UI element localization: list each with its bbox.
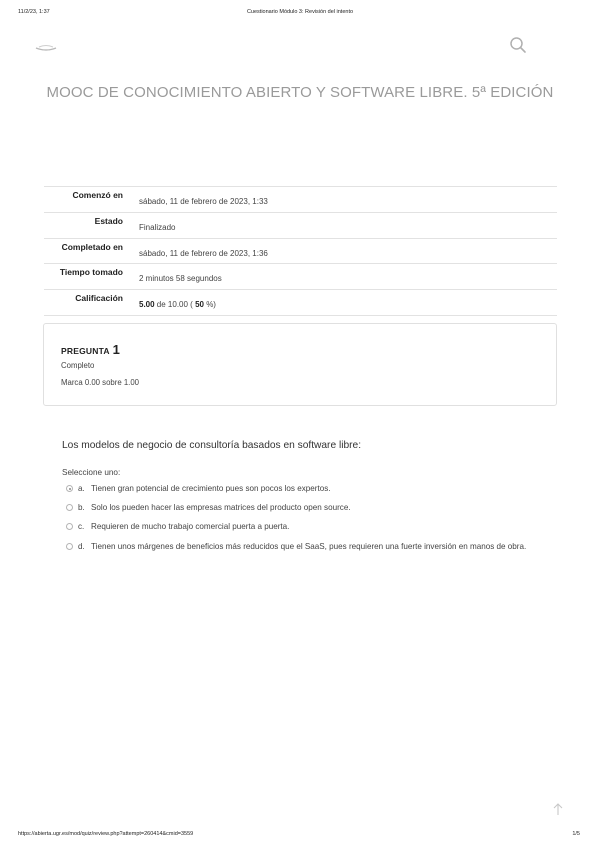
answer-text: Requieren de mucho trabajo comercial puerta a puerta. xyxy=(91,522,290,531)
grade-score: 5.00 xyxy=(139,300,155,310)
course-title: MOOC DE CONOCIMIENTO ABIERTO Y SOFTWARE LIBRE. 5ª EDICIÓN xyxy=(46,84,554,101)
radio-button[interactable] xyxy=(66,543,73,550)
summary-value: sábado, 11 de febrero de 2023, 1:36 xyxy=(139,248,268,258)
answer-letter: d. xyxy=(78,542,85,551)
answer-option-b[interactable] xyxy=(66,501,536,514)
summary-row-completed xyxy=(44,239,557,265)
question-number: 1 xyxy=(112,342,120,357)
question-info-box xyxy=(43,323,557,406)
question-text: Los modelos de negocio de consultoría basados en software libre: xyxy=(62,440,362,451)
answer-text: Tienen gran potencial de crecimiento pues son pocos los expertos. xyxy=(91,484,331,493)
summary-label: Tiempo tomado xyxy=(59,267,123,278)
summary-row-started xyxy=(44,187,557,213)
print-header xyxy=(0,9,600,19)
attempt-summary-table xyxy=(44,186,557,316)
answer-option-c[interactable] xyxy=(66,520,536,533)
summary-row-state xyxy=(44,213,557,239)
summary-row-grade xyxy=(44,290,557,316)
print-page-count: 1/5 xyxy=(572,831,580,837)
search-icon[interactable] xyxy=(509,36,527,54)
answer-text: Tienen unos márgenes de beneficios más reducidos que el SaaS, pues requieren una fuerte inversión en manos de obra. xyxy=(91,542,527,551)
grade-value xyxy=(139,300,216,309)
answer-option-a[interactable] xyxy=(66,482,536,495)
answer-letter: c. xyxy=(78,522,85,531)
summary-label: Estado xyxy=(94,215,123,226)
print-document-title: Cuestionario Módulo 3: Revisión del intento xyxy=(246,9,354,15)
summary-value: Finalizado xyxy=(139,222,176,232)
grade-percent: 50 xyxy=(195,300,204,310)
summary-label: Comenzó en xyxy=(72,190,123,200)
grade-of-text: de 10.00 ( xyxy=(154,300,196,310)
print-date: 11/2/23, 1:37 xyxy=(18,9,50,15)
summary-label: Calificación xyxy=(75,293,123,304)
answer-option-d[interactable] xyxy=(66,540,536,553)
summary-row-time-taken xyxy=(44,264,557,290)
answer-letter: a. xyxy=(78,484,85,493)
summary-label: Completado en xyxy=(61,241,123,252)
answer-prompt: Seleccione uno: xyxy=(62,468,121,477)
radio-button[interactable] xyxy=(66,504,73,511)
radio-button[interactable] xyxy=(66,523,73,530)
ugr-logo-icon[interactable] xyxy=(34,40,58,54)
arrow-up-icon[interactable] xyxy=(552,802,564,816)
summary-value: 2 minutos 58 segundos xyxy=(139,274,222,284)
question-grade: Marca 0.00 sobre 1.00 xyxy=(61,378,140,387)
print-url: https://abierta.ugr.es/mod/quiz/review.php?attempt=260414&cmid=3559 xyxy=(18,831,194,837)
print-footer xyxy=(0,831,600,841)
question-state: Completo xyxy=(61,361,95,370)
question-word: PREGUNTA xyxy=(61,346,110,356)
summary-value: sábado, 11 de febrero de 2023, 1:33 xyxy=(139,197,268,206)
radio-button-selected[interactable] xyxy=(66,485,73,492)
grade-percent-suffix: %) xyxy=(203,300,216,310)
answer-letter: b. xyxy=(78,503,85,512)
question-heading xyxy=(61,341,120,359)
answer-text: Solo los pueden hacer las empresas matrices del producto open source. xyxy=(91,503,351,512)
